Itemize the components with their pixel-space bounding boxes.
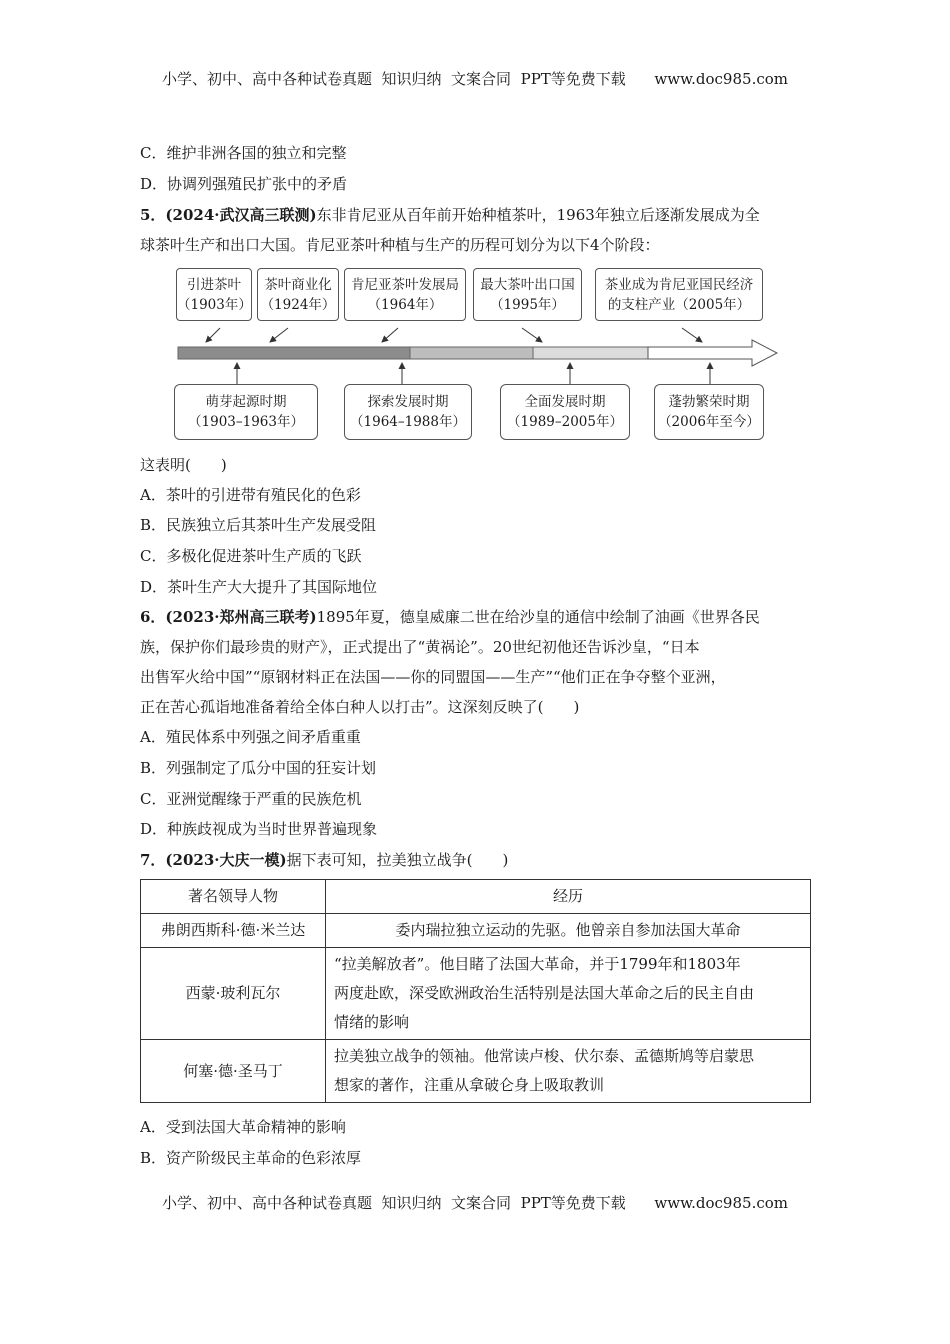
event-label: 茶业成为肯尼亚国民经济 <box>604 276 754 293</box>
option-d-prev: D．协调列强殖民扩张中的矛盾 <box>140 175 348 193</box>
q7-line1-text: 据下表可知，拉美独立战争( ) <box>286 851 509 869</box>
q5-line2: 球茶叶生产和出口大国。肯尼亚茶叶种植与生产的历程可划分为以下4个阶段： <box>140 236 660 254</box>
event-arrow-1 <box>206 328 220 342</box>
period-label: 萌芽起源时期 <box>205 394 287 410</box>
q6-option-a: A．殖民体系中列强之间矛盾重重 <box>140 728 361 746</box>
table-row <box>141 914 811 948</box>
event-label: 最大茶叶出口国 <box>480 276 575 293</box>
q5-option-c: C．多极化促进茶叶生产质的飞跃 <box>140 547 362 565</box>
q6-option-b: B．列强制定了瓜分中国的狂妄计划 <box>140 759 377 777</box>
q7-source: 7．(2023·大庆一模) <box>140 851 287 869</box>
q6-option-c: C．亚洲觉醒缘于严重的民族危机 <box>140 790 362 808</box>
q5-source: 5．(2024·武汉高三联测) <box>140 206 317 224</box>
leaders-table <box>140 879 811 1103</box>
q5-option-a: A．茶叶的引进带有殖民化的色彩 <box>140 486 361 504</box>
q5-line1-text: 东非肯尼亚从百年前开始种植茶叶，1963年独立后逐渐发展成为全 <box>316 206 760 224</box>
timeline-arrows <box>0 0 950 460</box>
period-label: 蓬勃繁荣时期 <box>668 394 750 410</box>
q5-option-b: B．民族独立后其茶叶生产发展受阻 <box>140 516 377 534</box>
page-footer: 小学、初中、高中各种试卷真题 知识归纳 文案合同 PPT等免费下载 www.doc985.com <box>161 1194 788 1212</box>
q7-line1 <box>140 850 508 870</box>
event-arrow-3 <box>382 328 398 342</box>
event-label: 茶叶商业化 <box>264 276 332 293</box>
leader-experience <box>326 914 811 948</box>
event-arrow-4 <box>522 328 542 342</box>
event-year: 的支柱产业（2005年） <box>607 296 751 313</box>
table-header: 经历 <box>326 880 811 914</box>
table-row <box>141 948 811 1040</box>
leader-name: 弗朗西斯科·德·米兰达 <box>141 914 326 948</box>
q7-option-b: B．资产阶级民主革命的色彩浓厚 <box>140 1149 362 1167</box>
leader-experience <box>326 948 811 1040</box>
q6-source: 6．(2023·郑州高三联考) <box>140 608 317 626</box>
q6-line3: 出售军火给中国”“原钢材料正在法国——你的同盟国——生产”“他们正在争夺整个亚洲， <box>140 668 726 686</box>
event-arrow-2 <box>270 328 288 342</box>
event-label: 肯尼亚茶叶发展局 <box>351 276 459 293</box>
period-label: 探索发展时期 <box>367 394 449 410</box>
period-range: （1903–1963年） <box>188 414 304 430</box>
option-c-prev: C．维护非洲各国的独立和完整 <box>140 144 347 162</box>
experience-line: “拉美解放者”。他目睹了法国大革命，并于1799年和1803年 <box>334 955 741 973</box>
table-header: 著名领导人物 <box>141 880 326 914</box>
q6-line2: 族，保护你们最珍贵的财产》，正式提出了“黄祸论”。20世纪初他还告诉沙皇，“日本 <box>140 638 700 656</box>
q6-line1-text: 1895年夏，德皇威廉二世在给沙皇的通信中绘制了油画《世界各民 <box>316 608 760 626</box>
event-year: （1924年） <box>260 296 336 313</box>
table-row <box>141 1040 811 1103</box>
event-year: （1964年） <box>367 296 443 313</box>
event-label: 引进茶叶 <box>187 276 241 293</box>
experience-line: 拉美独立战争的领袖。他常读卢梭、伏尔泰、孟德斯鸠等启蒙思 <box>334 1047 755 1065</box>
q6-line4: 正在苦心孤诣地准备着给全体白种人以打击”。这深刻反映了( ) <box>140 698 580 716</box>
period-box-3 <box>500 384 630 440</box>
period-range: （1964–1988年） <box>350 414 466 430</box>
leader-name: 西蒙·玻利瓦尔 <box>141 948 326 1040</box>
leader-experience <box>326 1040 811 1103</box>
page-header: 小学、初中、高中各种试卷真题 知识归纳 文案合同 PPT等免费下载 www.doc985.com <box>161 70 788 88</box>
segment-1 <box>178 347 410 359</box>
period-label: 全面发展时期 <box>524 394 606 410</box>
q5-stem: 这表明( ) <box>140 456 227 474</box>
experience-line: 委内瑞拉独立运动的先驱。他曾亲自参加法国大革命 <box>395 921 741 939</box>
q6-line1 <box>140 607 760 627</box>
experience-line: 两度赴欧，深受欧洲政治生活特别是法国大革命之后的民主自由 <box>334 984 755 1002</box>
period-range: （1989–2005年） <box>507 414 623 430</box>
event-year: （1995年） <box>490 296 565 313</box>
experience-line: 想家的著作，注重从拿破仑身上吸取教训 <box>334 1076 605 1094</box>
period-range: （2006年至今） <box>658 414 760 430</box>
leader-name: 何塞·德·圣马丁 <box>141 1040 326 1103</box>
q5-option-d: D．茶叶生产大大提升了其国际地位 <box>140 578 378 596</box>
period-box-2 <box>344 384 472 440</box>
segment-4-arrow <box>648 340 777 366</box>
table-header-row <box>141 880 811 914</box>
q7-option-a: A．受到法国大革命精神的影响 <box>140 1118 346 1136</box>
experience-line: 情绪的影响 <box>334 1013 410 1031</box>
q6-option-d: D．种族歧视成为当时世界普遍现象 <box>140 820 378 838</box>
period-box-1 <box>174 384 318 440</box>
segment-3 <box>533 347 648 359</box>
event-year: （1903年） <box>177 296 252 313</box>
segment-2 <box>410 347 533 359</box>
period-box-4 <box>654 384 764 440</box>
event-arrow-5 <box>682 328 702 342</box>
